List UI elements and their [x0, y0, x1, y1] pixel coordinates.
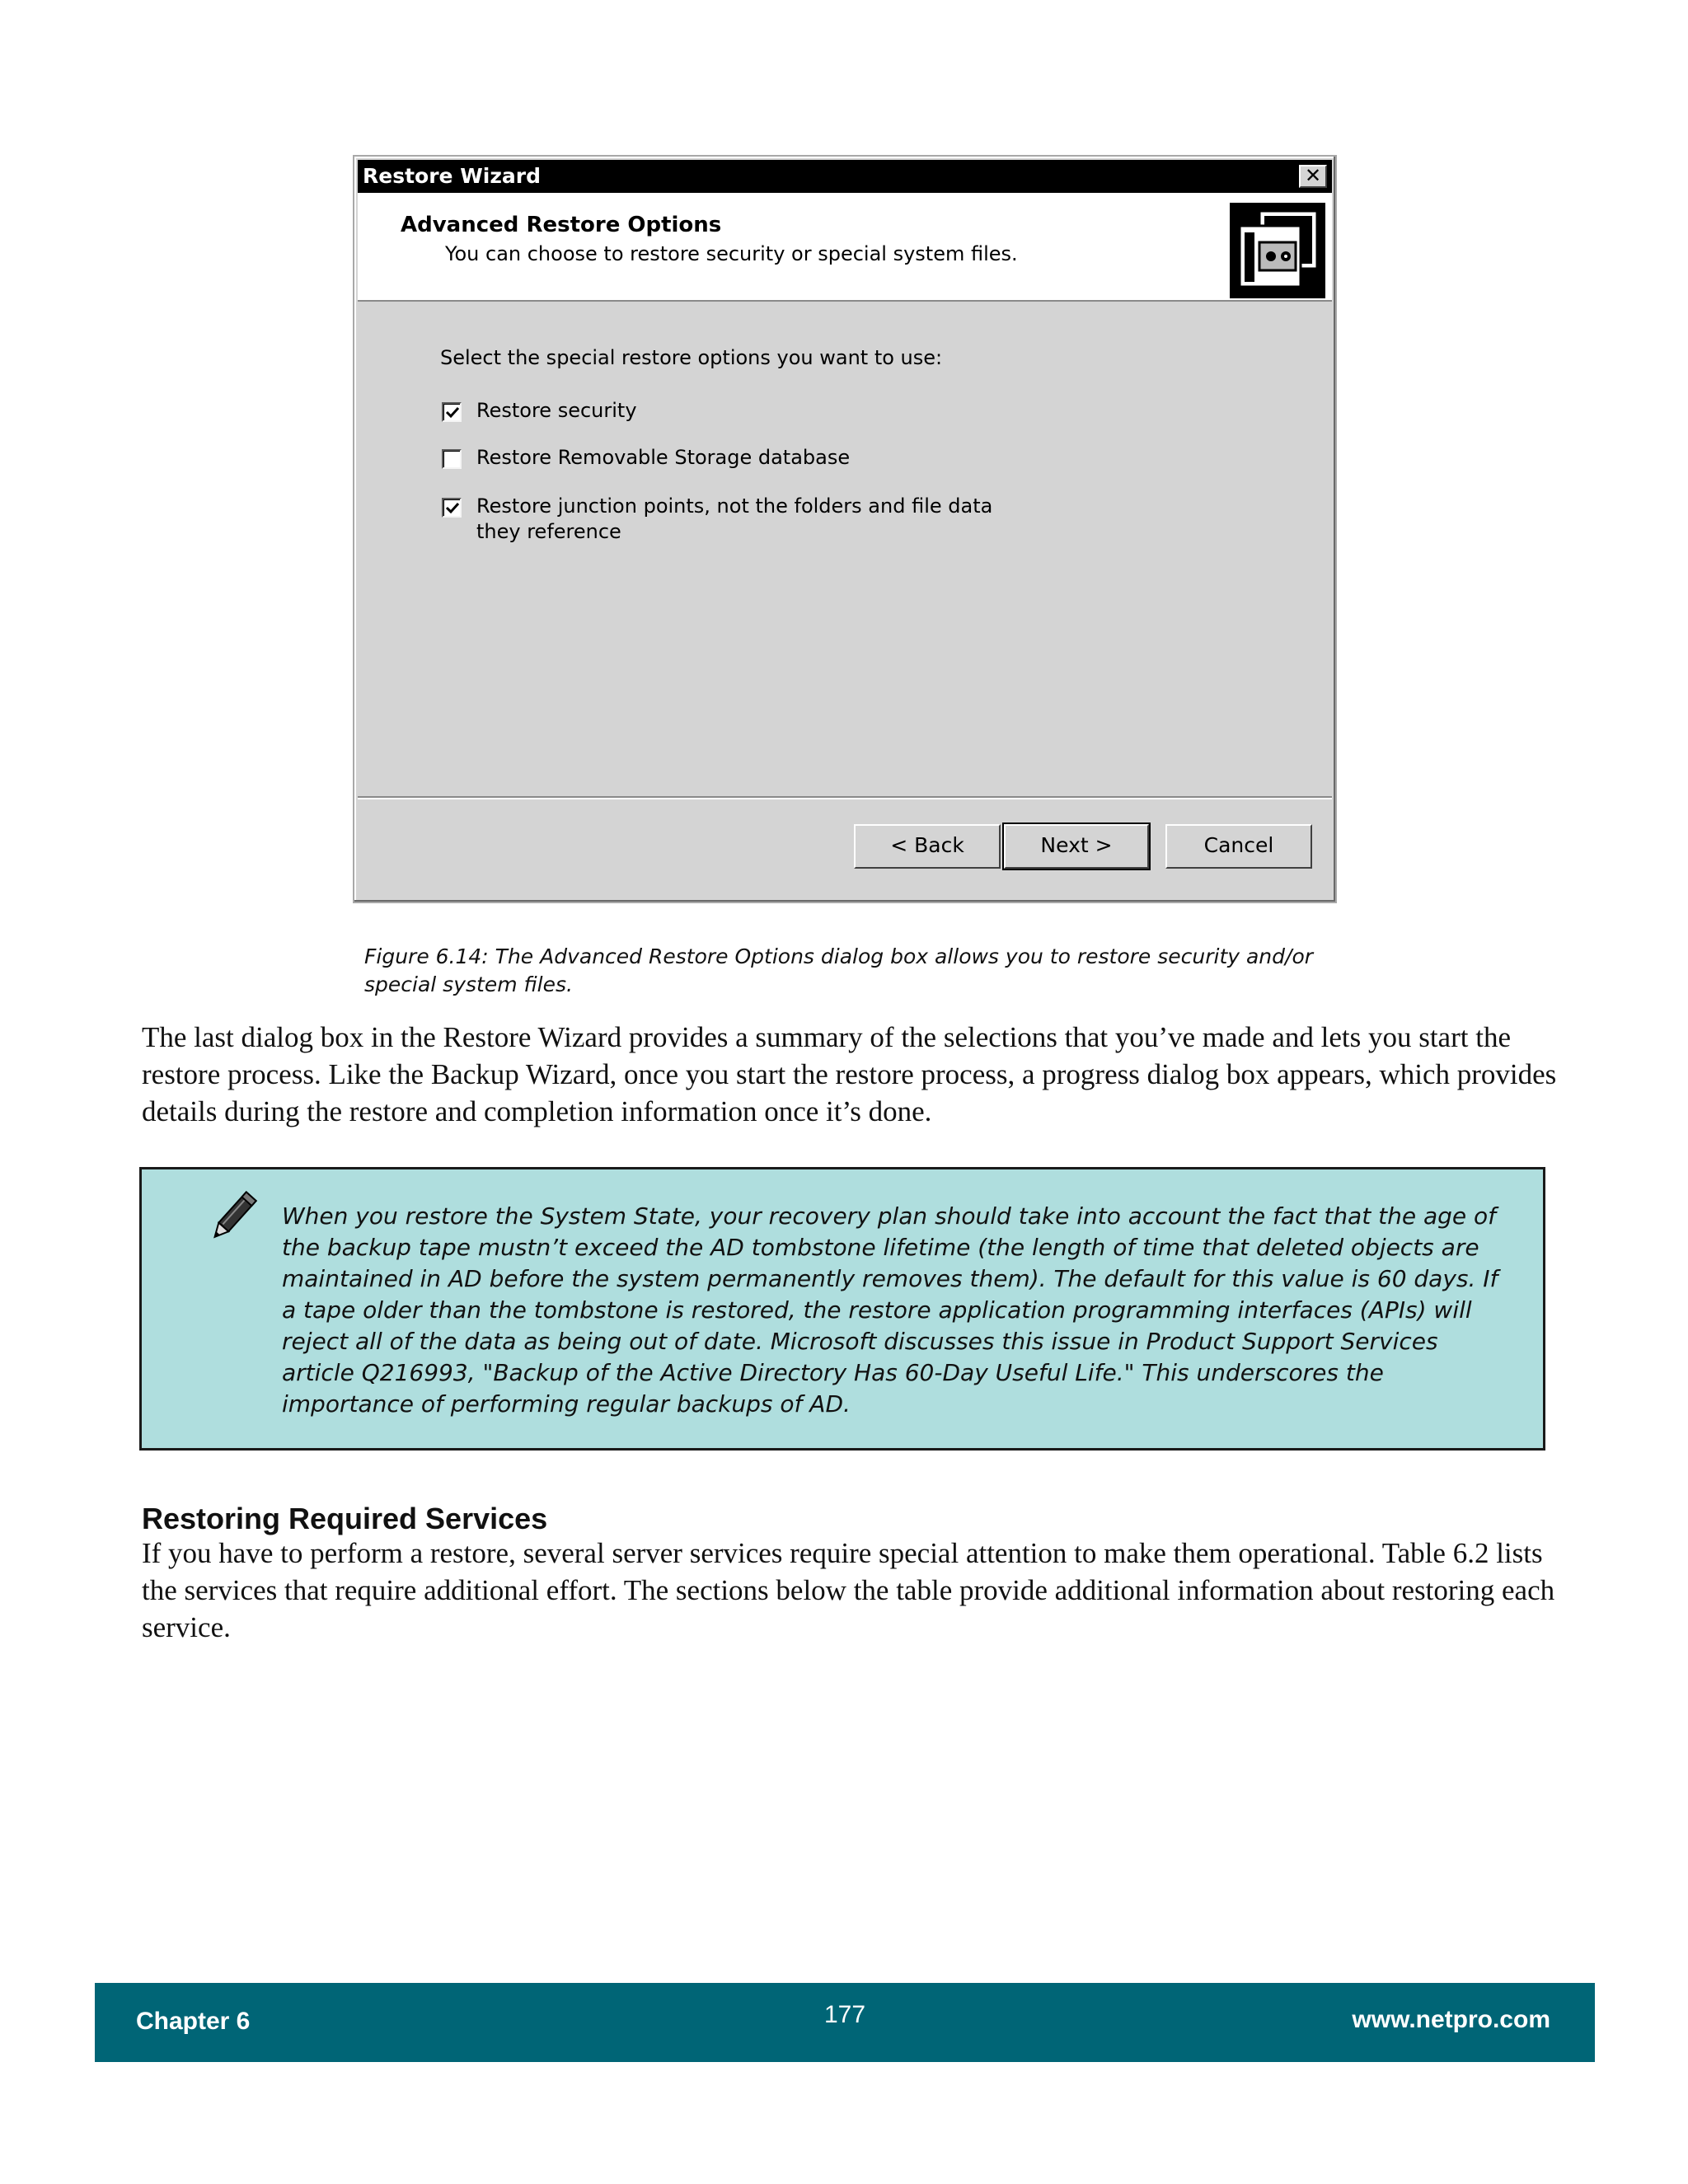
back-button[interactable]: < Back — [854, 824, 1001, 869]
restore-junction-points-label: Restore junction points, not the folders and file data they reference — [476, 494, 993, 543]
restore-removable-storage-option[interactable] — [442, 448, 850, 471]
dialog-header-title: Advanced Restore Options — [401, 213, 722, 237]
checkmark-icon — [444, 405, 461, 421]
backup-tape-icon — [1230, 203, 1325, 298]
close-icon[interactable]: ✕ — [1299, 165, 1327, 188]
footer-chapter: Chapter 6 — [136, 2008, 251, 2035]
restore-security-label: Restore security — [476, 399, 637, 422]
figure-caption: Figure 6.14: The Advanced Restore Options dialog box allows you to restore security and/or special system files. — [364, 944, 1314, 996]
note-box — [139, 1167, 1545, 1451]
options-prompt: Select the special restore options you want to use: — [440, 346, 943, 369]
body-paragraph-1: The last dialog box in the Restore Wizard provides a summary of the selections that you’ve made and lets you start the restore process. Like the Backup Wizard, once you start the restore process, a progress dialog box appears, which provides details during the restore and completion information once it’s done. — [142, 1021, 1557, 1127]
restore-wizard-dialog — [353, 155, 1337, 903]
restore-removable-storage-checkbox[interactable] — [442, 449, 462, 469]
restore-junction-points-checkbox[interactable] — [442, 498, 462, 518]
dialog-header — [358, 193, 1332, 302]
footer-page-number: 177 — [823, 2001, 866, 2028]
dialog-header-subtitle: You can choose to restore security or special system files. — [445, 242, 1018, 265]
body-paragraph-2: If you have to perform a restore, several server services require special attention to make them operational. Table 6.2 lists the services that require additional effort. The sections below the table provide additional information about restoring each service. — [142, 1537, 1555, 1643]
footer-website-link[interactable]: www.netpro.com — [1352, 2006, 1550, 2033]
cancel-button[interactable]: Cancel — [1165, 824, 1312, 869]
checkmark-icon — [444, 500, 461, 517]
note-text: When you restore the System State, your recovery plan should take into account the fact that the age of the backup tape mustn’t exceed the AD tombstone lifetime (the length of time that deleted objects are maintained in AD before the system permanently removes them). The default for this value is 60 days. If a tape older than the tombstone is restored, the restore application programming interfaces (APIs) will reject all of the data as being out of date. Microsoft discusses this issue in Product Support Services article Q216993, "Backup of the Active Directory Has 60-Day Useful Life." This underscores the importance of performing regular backups of AD. — [282, 1202, 1498, 1418]
restore-junction-points-option[interactable] — [442, 496, 1035, 545]
pencil-icon — [203, 1188, 262, 1247]
dialog-separator — [358, 796, 1332, 799]
restore-security-option[interactable] — [442, 401, 637, 424]
page-footer — [95, 1983, 1595, 2062]
dialog-titlebar — [358, 160, 1332, 193]
restore-removable-storage-label: Restore Removable Storage database — [476, 446, 851, 469]
section-heading: Restoring Required Services — [142, 1502, 548, 1535]
next-button[interactable]: Next > — [1004, 824, 1149, 869]
dialog-title: Restore Wizard — [363, 164, 541, 188]
restore-security-checkbox[interactable] — [442, 402, 462, 422]
